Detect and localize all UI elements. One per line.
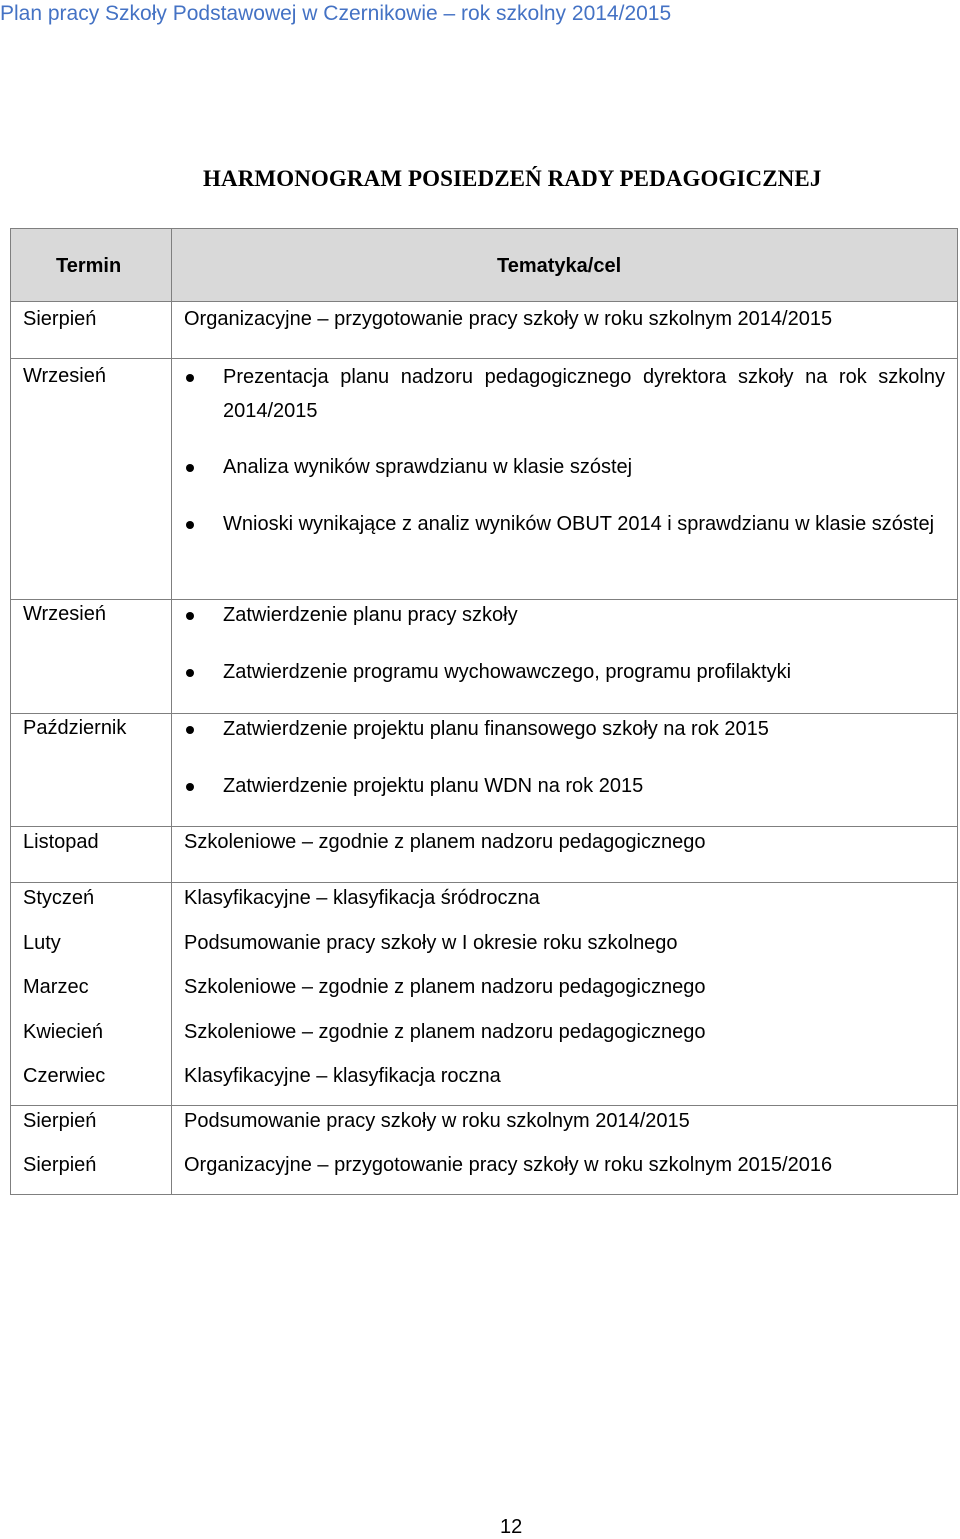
topic-cell: Klasyfikacyjne – klasyfikacja roczna bbox=[184, 1065, 501, 1087]
term-cell: Wrzesień bbox=[23, 603, 106, 625]
topic-cell: Szkoleniowe – zgodnie z planem nadzoru pedagogicznego bbox=[184, 831, 706, 853]
bullet-icon bbox=[186, 726, 194, 734]
bullet-icon bbox=[186, 374, 194, 382]
page-number: 12 bbox=[500, 1516, 523, 1538]
bullet-text: Analiza wyników sprawdzianu w klasie szóstej bbox=[223, 456, 633, 478]
bullet-icon bbox=[186, 669, 194, 677]
column-header-termin: Termin bbox=[56, 255, 122, 277]
term-cell: Kwiecień bbox=[23, 1021, 104, 1043]
term-cell: Wrzesień bbox=[23, 365, 106, 387]
term-cell: Styczeń bbox=[23, 887, 95, 909]
bullet-icon bbox=[186, 521, 194, 529]
bullet-text: Zatwierdzenie planu pracy szkoły bbox=[223, 604, 518, 626]
row-divider bbox=[11, 826, 957, 827]
bullet-text: Prezentacja planu nadzoru pedagogicznego dyrektora szkoły na rok szkolny 2014/2015 bbox=[223, 366, 945, 422]
page-header: Plan pracy Szkoły Podstawowej w Czernikowie – rok szkolny 2014/2015 bbox=[0, 2, 672, 25]
term-cell: Listopad bbox=[23, 831, 99, 853]
bullet-text: Zatwierdzenie projektu planu WDN na rok 2015 bbox=[223, 775, 644, 797]
term-cell: Sierpień bbox=[23, 1154, 97, 1176]
topic-cell: Organizacyjne – przygotowanie pracy szkoły w roku szkolnym 2015/2016 bbox=[184, 1154, 833, 1176]
schedule-table bbox=[10, 228, 958, 1195]
term-cell: Marzec bbox=[23, 976, 89, 998]
document-title: HARMONOGRAM POSIEDZEŃ RADY PEDAGOGICZNEJ bbox=[203, 166, 822, 191]
bullet-icon bbox=[186, 464, 194, 472]
topic-cell: Organizacyjne – przygotowanie pracy szkoły w roku szkolnym 2014/2015 bbox=[184, 308, 833, 330]
bullet-text: Zatwierdzenie projektu planu finansowego szkoły na rok 2015 bbox=[223, 718, 769, 740]
bullet-icon bbox=[186, 783, 194, 791]
topic-cell: Szkoleniowe – zgodnie z planem nadzoru pedagogicznego bbox=[184, 1021, 706, 1043]
column-divider bbox=[171, 229, 172, 1194]
table-header-row bbox=[11, 229, 957, 302]
row-divider bbox=[11, 358, 957, 359]
term-cell: Sierpień bbox=[23, 1110, 97, 1132]
row-divider bbox=[11, 1105, 957, 1106]
topic-cell: Podsumowanie pracy szkoły w roku szkolnym 2014/2015 bbox=[184, 1110, 690, 1132]
term-cell: Czerwiec bbox=[23, 1065, 106, 1087]
term-cell: Sierpień bbox=[23, 308, 97, 330]
bullet-text: Wnioski wynikające z analiz wyników OBUT 2014 i sprawdzianu w klasie szóstej bbox=[223, 513, 935, 535]
topic-cell: Podsumowanie pracy szkoły w I okresie roku szkolnego bbox=[184, 932, 678, 954]
column-header-tematyka: Tematyka/cel bbox=[497, 255, 622, 277]
topic-cell: Klasyfikacyjne – klasyfikacja śródroczna bbox=[184, 887, 540, 909]
bullet-text: Zatwierdzenie programu wychowawczego, programu profilaktyki bbox=[223, 661, 792, 683]
term-cell: Październik bbox=[23, 717, 127, 739]
row-divider bbox=[11, 882, 957, 883]
topic-cell: Szkoleniowe – zgodnie z planem nadzoru pedagogicznego bbox=[184, 976, 706, 998]
bullet-icon bbox=[186, 612, 194, 620]
term-cell: Luty bbox=[23, 932, 61, 954]
